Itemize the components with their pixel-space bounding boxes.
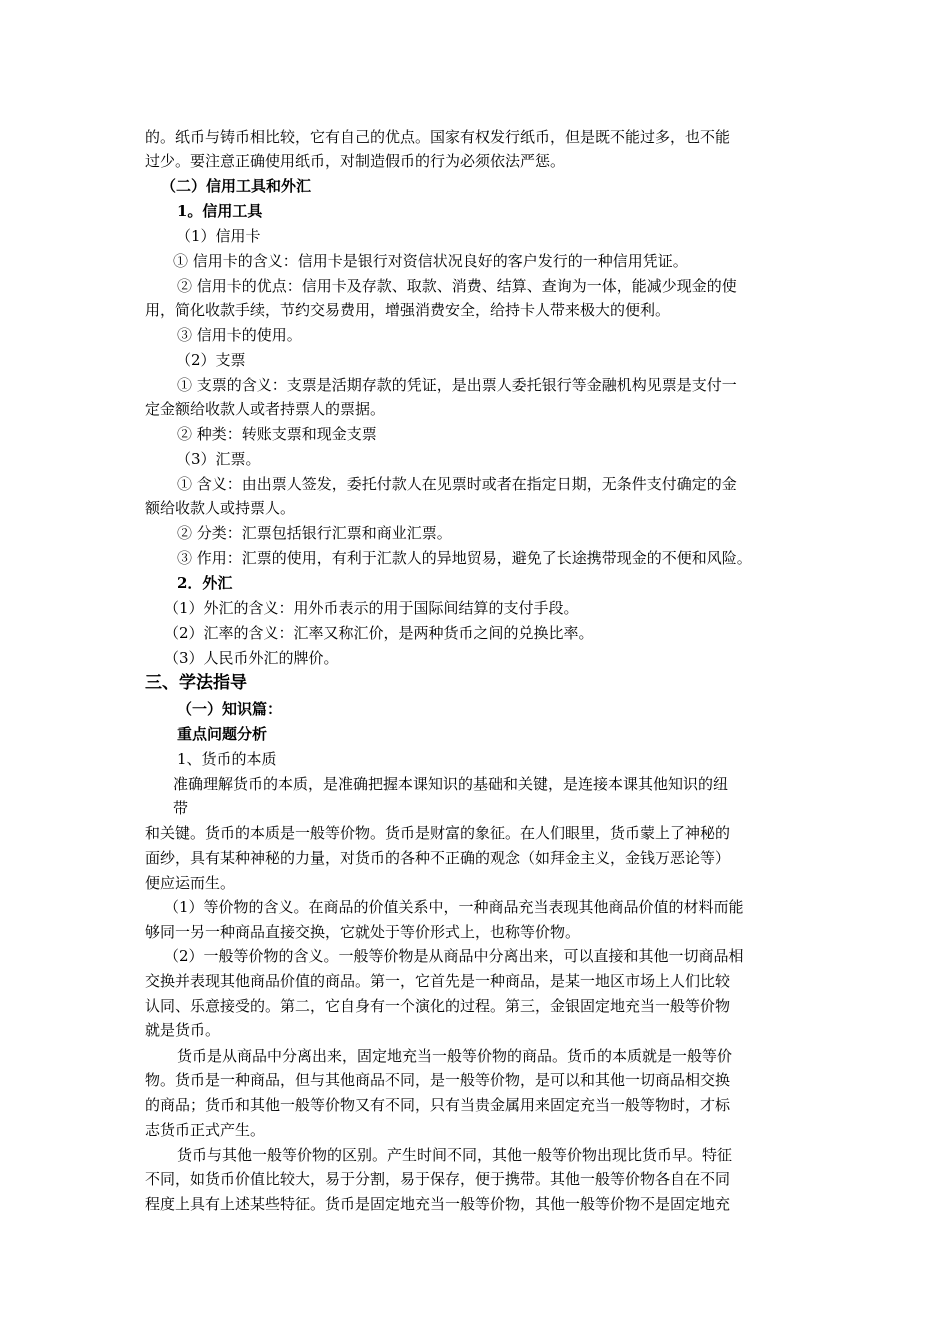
paragraph-line: ① 含义：由出票人签发，委托付款人在见票时或者在指定日期，无条件支付确定的金 bbox=[177, 475, 737, 493]
paragraph-line: （2）汇率的含义：汇率又称汇价，是两种货币之间的兑换比率。 bbox=[164, 624, 594, 642]
paragraph-line: （1）等价物的含义。在商品的价值关系中，一种商品充当表现其他商品价值的材料而能 bbox=[164, 898, 744, 916]
paragraph-line: ③ 信用卡的使用。 bbox=[177, 326, 302, 344]
paragraph-line: 货币是从商品中分离出来，固定地充当一般等价物的商品。货币的本质就是一般等价 bbox=[177, 1047, 733, 1065]
subsection-heading: 重点问题分析 bbox=[177, 725, 268, 743]
paragraph-line: 带 bbox=[173, 799, 189, 817]
item-heading: （1）信用卡 bbox=[176, 227, 261, 245]
paragraph-line: 交换并表现其他商品价值的商品。第一，它首先是一种商品，是某一地区市场上人们比较 bbox=[145, 972, 731, 990]
paragraph-line: ① 信用卡的含义：信用卡是银行对资信状况良好的客户发行的一种信用凭证。 bbox=[173, 252, 688, 270]
item-heading: （2）支票 bbox=[176, 351, 246, 369]
paragraph-line: 货币与其他一般等价物的区别。产生时间不同，其他一般等价物出现比货币早。特征 bbox=[177, 1146, 733, 1164]
paragraph-line: ② 种类：转账支票和现金支票 bbox=[177, 425, 377, 443]
chapter-heading: 三、学法指导 bbox=[145, 673, 247, 693]
paragraph-line: 便应运而生。 bbox=[145, 874, 236, 892]
paragraph-line: 的。纸币与铸币相比较，它有自己的优点。国家有权发行纸币，但是既不能过多，也不能 bbox=[145, 128, 731, 146]
paragraph-line: 够同一另一种商品直接交换，它就处于等价形式上，也称等价物。 bbox=[145, 923, 581, 941]
paragraph-line: 定金额给收款人或者持票人的票据。 bbox=[145, 400, 386, 418]
paragraph-line: ② 分类：汇票包括银行汇票和商业汇票。 bbox=[177, 524, 452, 542]
paragraph-line: 不同，如货币价值比较大，易于分割，易于保存，便于携带。其他一般等价物各自在不同 bbox=[145, 1170, 731, 1188]
paragraph-line: 额给收款人或持票人。 bbox=[145, 499, 296, 517]
paragraph-line: 认同、乐意接受的。第二，它自身有一个演化的过程。第三，金银固定地充当一般等价物 bbox=[145, 997, 731, 1015]
paragraph-line: 物。货币是一种商品，但与其他商品不同，是一般等价物，是可以和其他一切商品相交换 bbox=[145, 1071, 731, 1089]
section-heading: （一）知识篇： bbox=[177, 700, 283, 718]
paragraph-line: 过少。要注意正确使用纸币，对制造假币的行为必须依法严惩。 bbox=[145, 152, 566, 170]
paragraph-line: ① 支票的含义：支票是活期存款的凭证，是出票人委托银行等金融机构见票是支付一 bbox=[177, 376, 737, 394]
paragraph-line: 和关键。货币的本质是一般等价物。货币是财富的象征。在人们眼里，货币蒙上了神秘的 bbox=[145, 824, 731, 842]
item-heading: （3）汇票。 bbox=[176, 450, 261, 468]
subsection-heading: 1。信用工具 bbox=[177, 202, 263, 220]
paragraph-line: 用，简化收款手续，节约交易费用，增强消费安全，给持卡人带来极大的便利。 bbox=[145, 301, 671, 319]
paragraph-line: ② 信用卡的优点：信用卡及存款、取款、消费、结算、查询为一体，能减少现金的使 bbox=[177, 277, 737, 295]
paragraph-line: 程度上具有上述某些特征。货币是固定地充当一般等价物，其他一般等价物不是固定地充 bbox=[145, 1195, 731, 1213]
paragraph-line: 面纱，具有某种神秘的力量，对货币的各种不正确的观念（如拜金主义，金钱万恶论等） bbox=[145, 849, 731, 867]
paragraph-line: 准确理解货币的本质，是准确把握本课知识的基础和关键，是连接本课其他知识的纽 bbox=[173, 775, 729, 793]
paragraph-line: 的商品；货币和其他一般等价物又有不同，只有当贵金属用来固定充当一般等物时，才标 bbox=[145, 1096, 731, 1114]
paragraph-line: （3）人民币外汇的牌价。 bbox=[164, 649, 339, 667]
paragraph-line: ③ 作用：汇票的使用，有利于汇款人的异地贸易，避免了长途携带现金的不便和风险。 bbox=[177, 549, 752, 567]
paragraph-line: （1）外汇的含义：用外币表示的用于国际间结算的支付手段。 bbox=[164, 599, 579, 617]
paragraph-line: 就是货币。 bbox=[145, 1021, 221, 1039]
section-heading: （二）信用工具和外汇 bbox=[161, 177, 312, 195]
paragraph-line: 志货币正式产生。 bbox=[145, 1121, 266, 1139]
item-heading: 1、货币的本质 bbox=[177, 750, 277, 768]
paragraph-line: （2）一般等价物的含义。一般等价物是从商品中分离出来，可以直接和其他一切商品相 bbox=[164, 947, 744, 965]
subsection-heading: 2．外汇 bbox=[177, 574, 233, 592]
